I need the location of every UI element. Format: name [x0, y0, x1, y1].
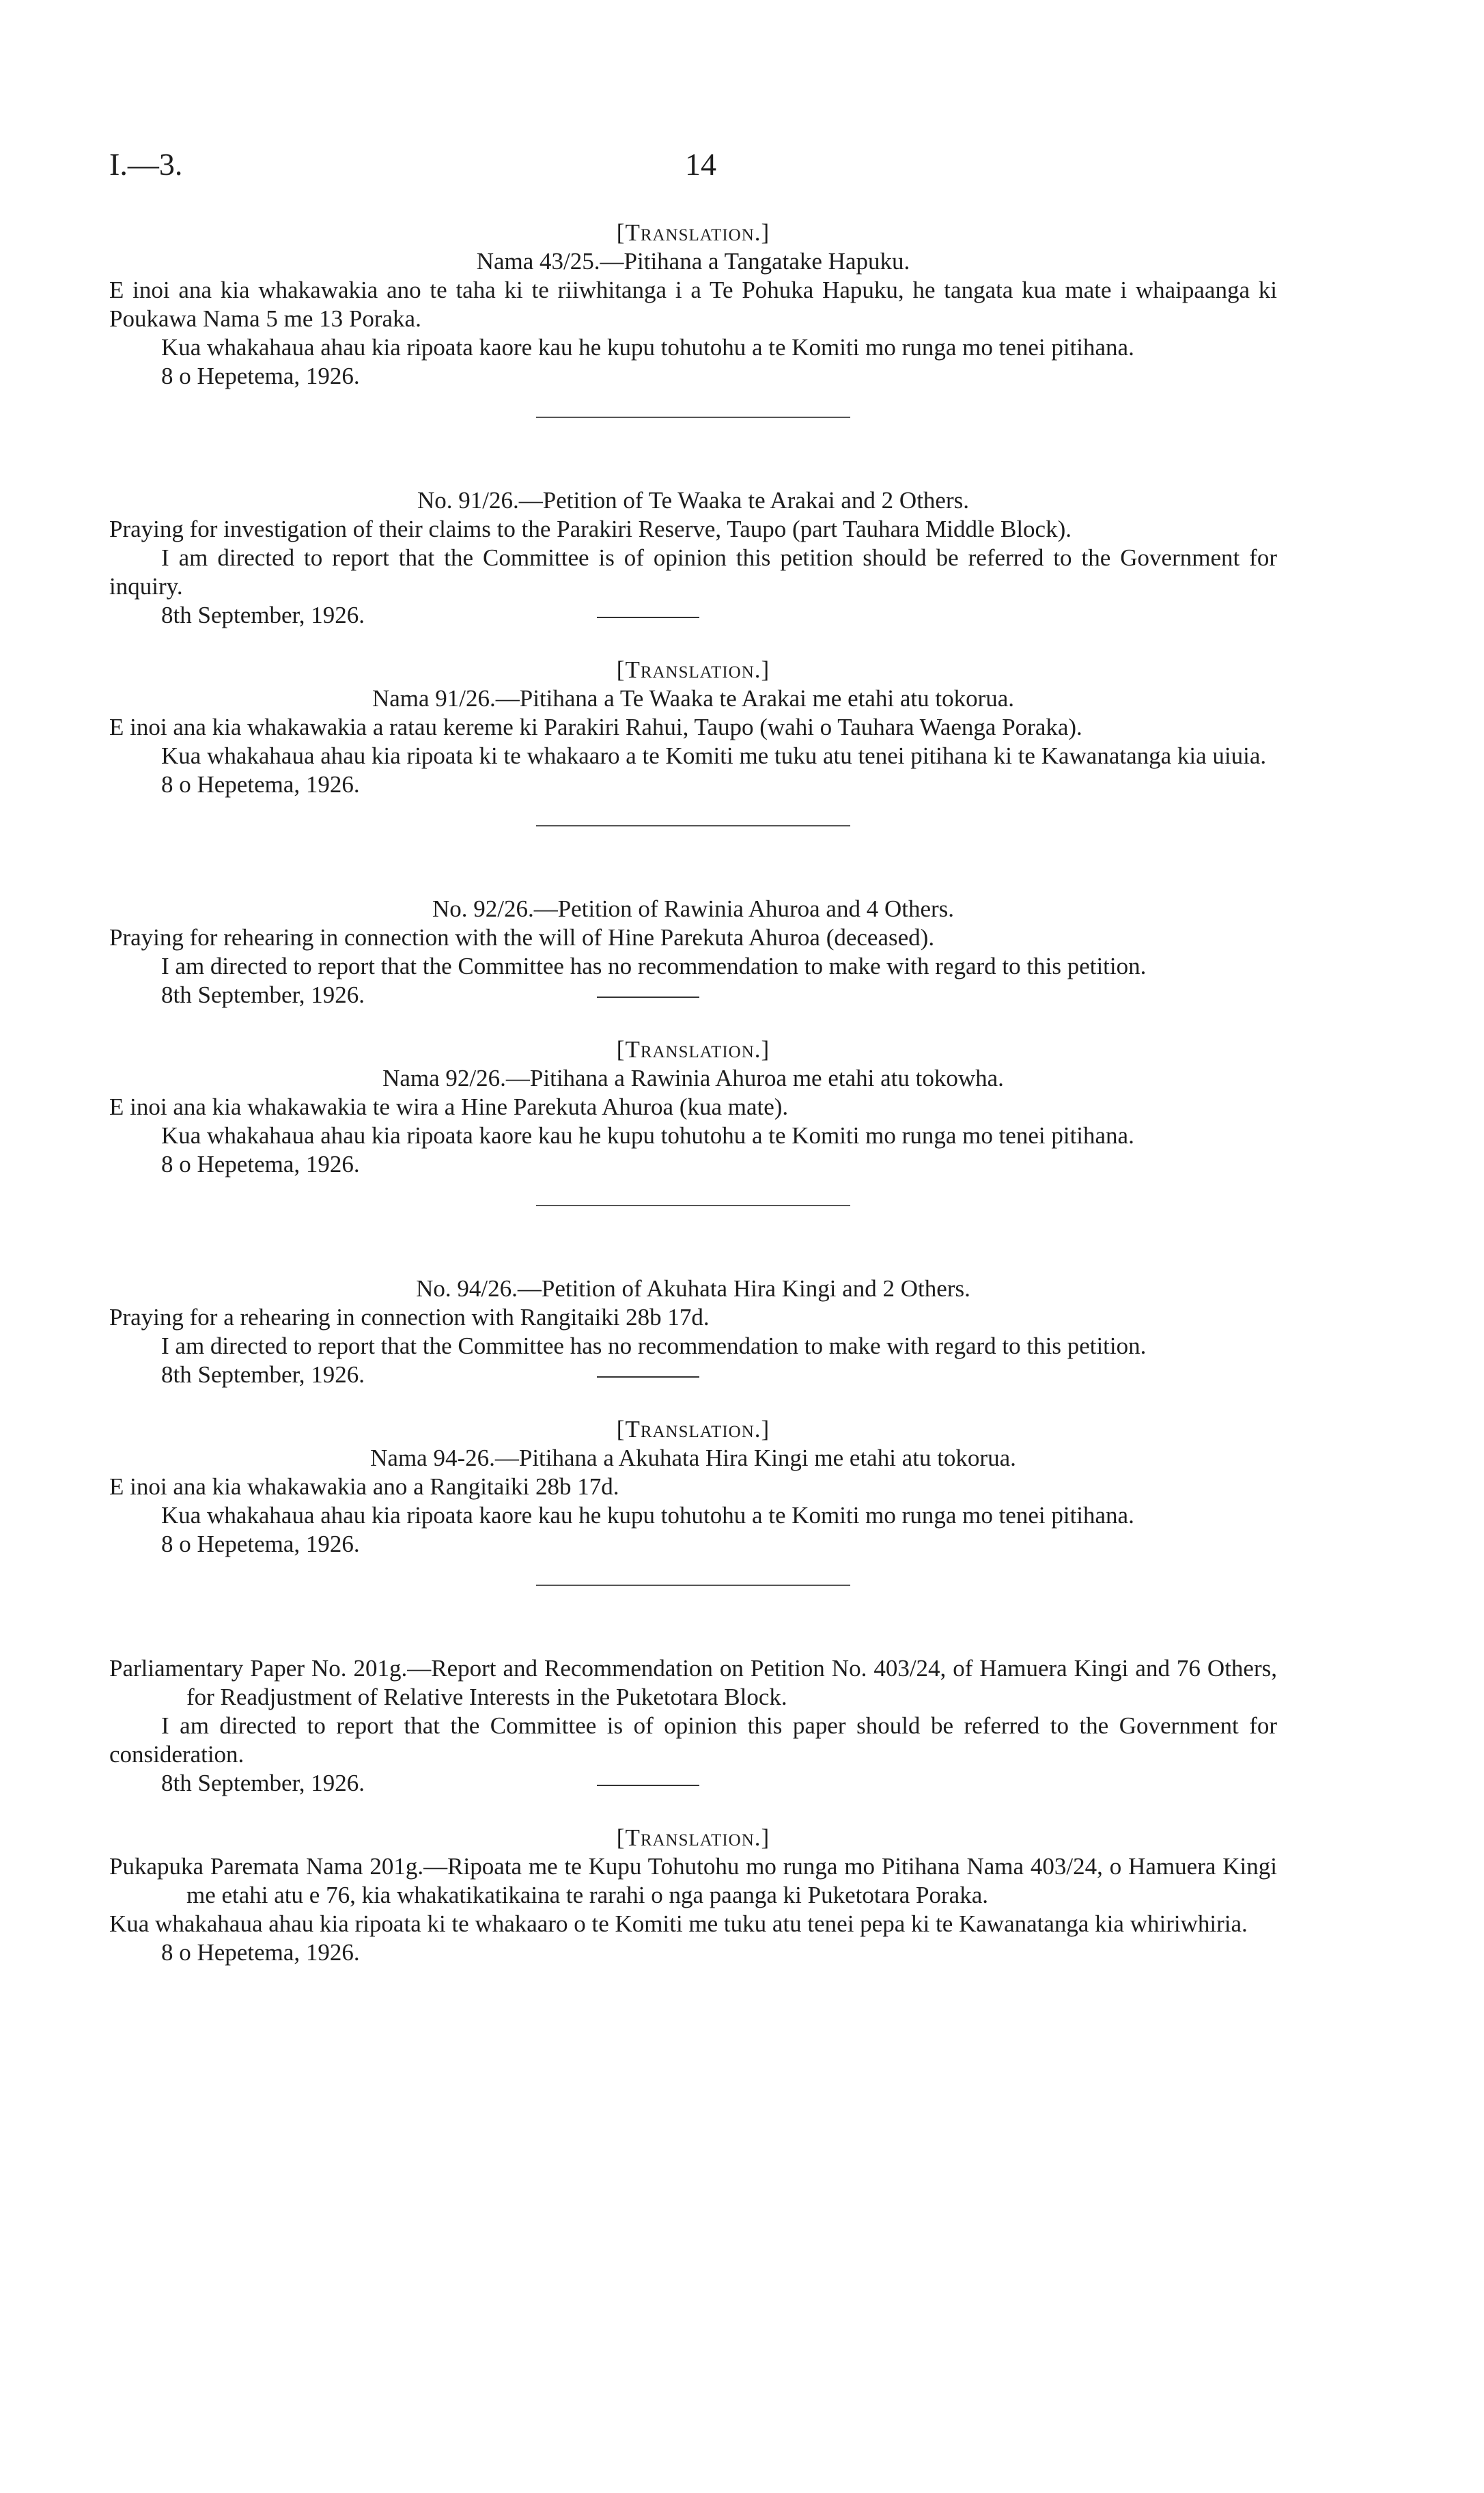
- petition-paragraph: Praying for investigation of their claims to the Parakiri Reserve, Taupo (part Tauhara Middle Block).: [109, 516, 1072, 542]
- translation-date: 8 o Hepetema, 1926.: [161, 1151, 360, 1178]
- petition-title: No. 92/26.—Petition of Rawinia Ahuroa and 4 Others.: [432, 895, 955, 922]
- translation-paragraph: E inoi ana kia whakawakia ano a Rangitaiki 28b 17d.: [109, 1473, 619, 1500]
- translation-date: 8 o Hepetema, 1926.: [161, 1939, 360, 1966]
- petition-title: Nama 43/25.—Pitihana a Tangatake Hapuku.: [476, 248, 910, 275]
- petition-paragraph: I am directed to report that the Committee has no recommendation to make with regard to this petition.: [161, 1333, 1147, 1359]
- petition-date: 8th September, 1926.: [161, 602, 365, 628]
- short-rule: [597, 617, 699, 618]
- translation-date: 8 o Hepetema, 1926.: [161, 771, 360, 798]
- petition-paragraph: E inoi ana kia whakawakia ano te taha ki te riiwhitanga i a Te Pohuka Hapuku, he tangata kua mate i whaipaanga ki Poukawa Nama 5 me 13 Poraka.: [109, 277, 1277, 332]
- petition-paragraph: Praying for a rehearing in connection with Rangitaiki 28b 17d.: [109, 1304, 710, 1331]
- translation-title: Nama 92/26.—Pitihana a Rawinia Ahuroa me etahi atu tokowha.: [382, 1065, 1004, 1091]
- translation-label: [Translation.]: [616, 1824, 770, 1851]
- translation-paragraph: Kua whakahaua ahau kia ripoata kaore kau he kupu tohutohu a te Komiti mo runga mo tenei pitihana.: [161, 1502, 1134, 1529]
- translation-paragraph: E inoi ana kia whakawakia te wira a Hine Parekuta Ahuroa (kua mate).: [109, 1094, 789, 1120]
- translation-paragraph: Kua whakahaua ahau kia ripoata ki te whakaaro o te Komiti me tuku atu tenei pepa ki te Kawanatanga kia whiriwhiria.: [109, 1910, 1248, 1937]
- page-body: [109, 219, 1277, 1967]
- translation-date: 8 o Hepetema, 1926.: [161, 1531, 360, 1557]
- page-header: [109, 146, 1375, 187]
- short-rule: [597, 1376, 699, 1378]
- section-ref: I.—3.: [109, 147, 183, 182]
- translation-paragraph: Kua whakahaua ahau kia ripoata kaore kau he kupu tohutohu a te Komiti mo runga mo tenei pitihana.: [161, 1122, 1134, 1149]
- paper-paragraph: I am directed to report that the Committee is of opinion this paper should be referred to the Government for consideration.: [109, 1712, 1277, 1768]
- petition-title: No. 91/26.—Petition of Te Waaka te Arakai and 2 Others.: [417, 487, 969, 514]
- paper-date: 8th September, 1926.: [161, 1770, 365, 1796]
- translation-label: [Translation.]: [616, 219, 770, 246]
- translation-label: [Translation.]: [616, 656, 770, 683]
- petition-paragraph: Praying for rehearing in connection with the will of Hine Parekuta Ahuroa (deceased).: [109, 924, 935, 951]
- translation-title: Nama 94-26.—Pitihana a Akuhata Hira Kingi me etahi atu tokorua.: [370, 1445, 1016, 1471]
- translation-paragraph: Kua whakahaua ahau kia ripoata ki te whakaaro a te Komiti me tuku atu tenei pitihana ki te Kawanatanga kia uiuia.: [161, 742, 1267, 769]
- page-number: 14: [685, 147, 716, 182]
- short-rule: [597, 1785, 699, 1786]
- paper-heading: Parliamentary Paper No. 201g.—Report and Recommendation on Petition No. 403/24, of Hamuera Kingi and 76 Others, for Readjustment of Relative Interests in the Puketotara Block.: [109, 1655, 1277, 1710]
- petition-date: 8th September, 1926.: [161, 981, 365, 1008]
- short-rule: [597, 997, 699, 998]
- petition-title: No. 94/26.—Petition of Akuhata Hira Kingi and 2 Others.: [416, 1275, 970, 1302]
- translation-title: Nama 91/26.—Pitihana a Te Waaka te Arakai me etahi atu tokorua.: [372, 685, 1015, 712]
- petition-paragraph: I am directed to report that the Committee has no recommendation to make with regard to this petition.: [161, 953, 1147, 979]
- petition-paragraph: I am directed to report that the Committee is of opinion this petition should be referred to the Government for inquiry.: [109, 544, 1277, 600]
- petition-paragraph: Kua whakahaua ahau kia ripoata kaore kau he kupu tohutohu a te Komiti mo runga mo tenei pitihana.: [161, 334, 1134, 361]
- translation-heading: Pukapuka Paremata Nama 201g.—Ripoata me te Kupu Tohutohu mo runga mo Pitihana Nama 403/24, o Hamuera Kingi me etahi atu e 76, kia whakatikatikaina te rarahi o nga paanga ki Puketotara Poraka.: [109, 1853, 1277, 1908]
- translation-label: [Translation.]: [616, 1416, 770, 1443]
- translation-paragraph: E inoi ana kia whakawakia a ratau kereme ki Parakiri Rahui, Taupo (wahi o Tauhara Waenga Poraka).: [109, 714, 1082, 740]
- petition-date: 8th September, 1926.: [161, 1361, 365, 1388]
- translation-label: [Translation.]: [616, 1036, 770, 1063]
- petition-date: 8 o Hepetema, 1926.: [161, 363, 360, 389]
